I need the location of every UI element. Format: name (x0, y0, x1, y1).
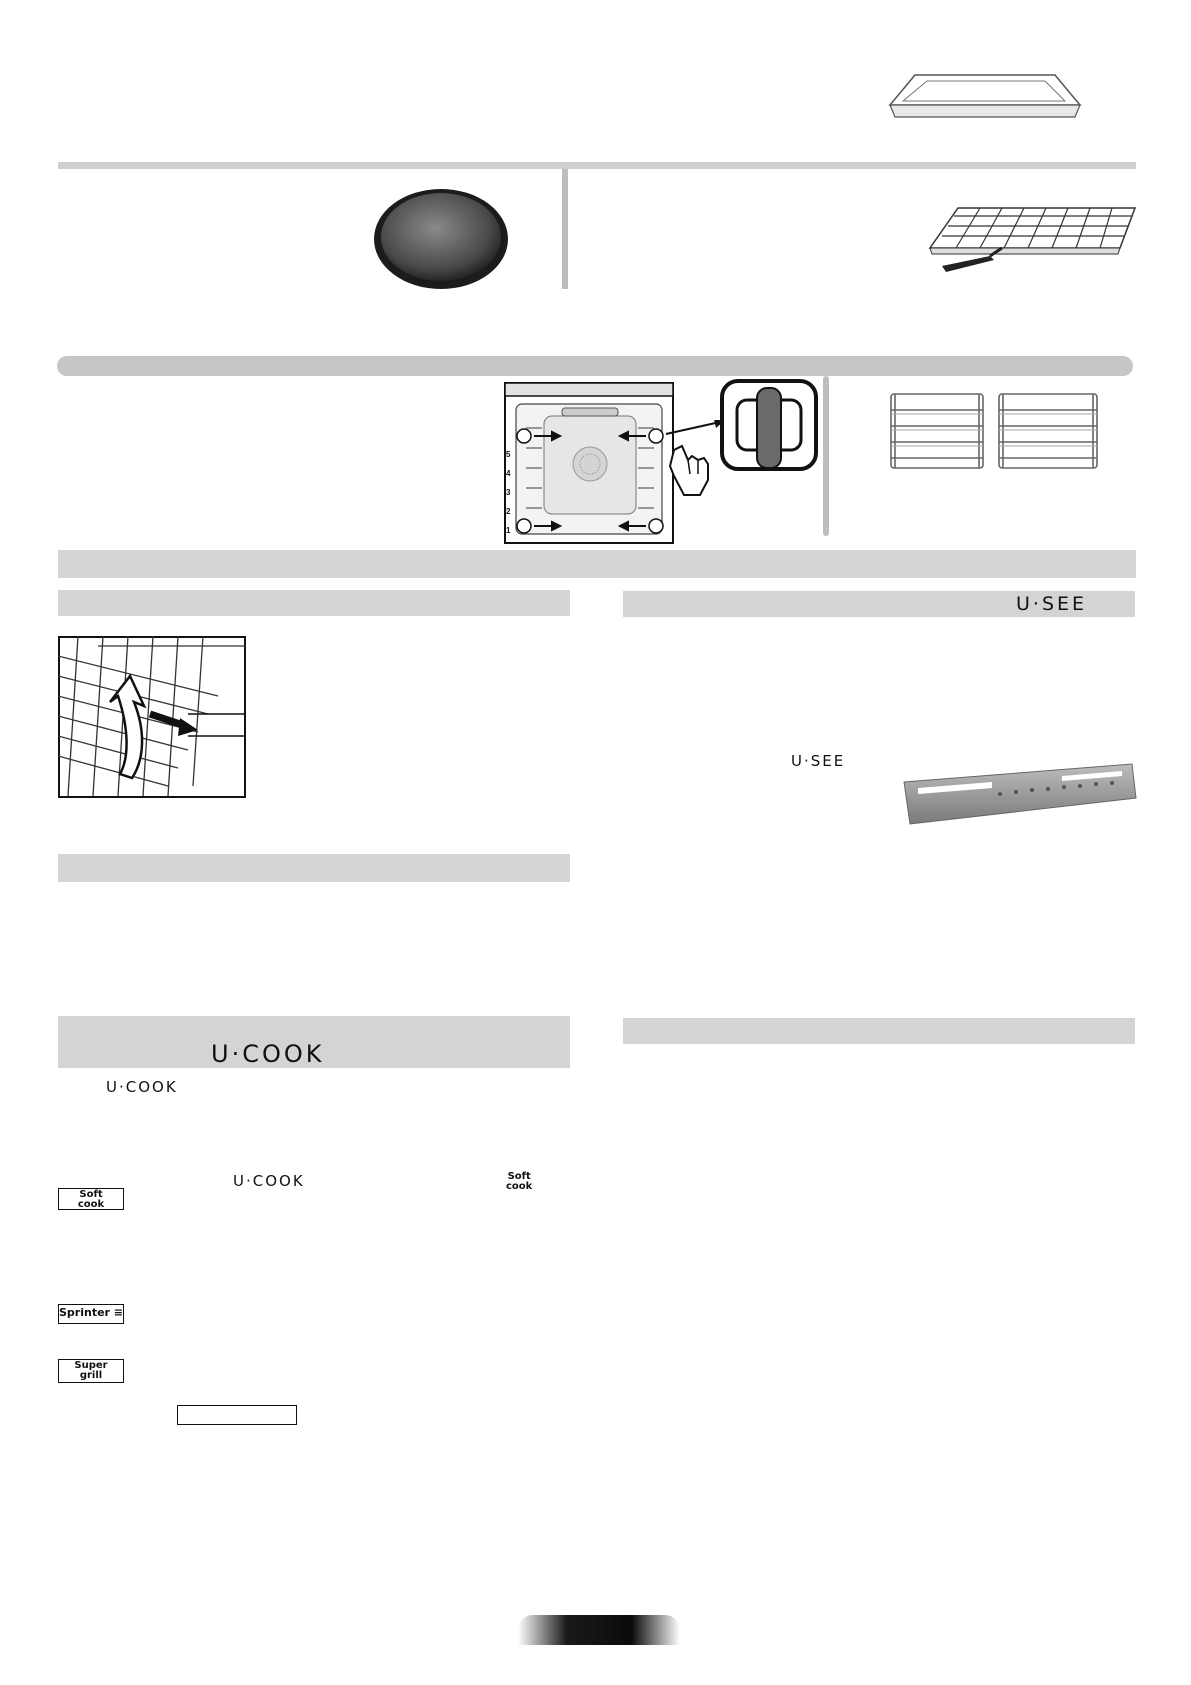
usee-inline-logo: U·SEE (791, 752, 846, 770)
supergrill-button-icon (58, 1359, 124, 1383)
top-vertical-divider (562, 169, 568, 289)
usee-light-bar-image (900, 762, 1140, 828)
section-header-ucook (58, 1016, 570, 1068)
baking-tray-image (885, 65, 1085, 145)
ucook-inline-logo-1: U·COOK (106, 1078, 178, 1096)
section-bar-rounded (57, 356, 1133, 376)
sprinter-label: Sprinter (59, 1306, 110, 1319)
shelf-clip-zoom (719, 378, 819, 472)
supergrill-label-bottom: grill (79, 1370, 103, 1381)
side-racks-image (885, 392, 1107, 472)
shelf-level-3: 3 (506, 488, 511, 497)
softcook-label-top: Soft (79, 1189, 103, 1200)
softcook-label-bottom: cook (77, 1199, 105, 1210)
empty-label-box (177, 1405, 297, 1425)
sprinter-button-icon (58, 1304, 124, 1324)
shelf-level-1: 1 (506, 526, 511, 535)
section-header-usee (623, 591, 1135, 617)
supergrill-label-top: Super (74, 1360, 108, 1371)
softcook-button-icon (58, 1188, 124, 1210)
usee-logo: U·SEE (1016, 593, 1088, 615)
softcook-inline-bottom: cook (506, 1181, 533, 1192)
ucook-inline-logo-2: U·COOK (233, 1172, 305, 1190)
shelf-level-2: 2 (506, 507, 511, 516)
shelf-level-5: 5 (506, 450, 511, 459)
shelf-level-labels (506, 445, 518, 540)
softcook-inline-top: Soft (507, 1171, 531, 1182)
page-number-tab (518, 1615, 680, 1645)
section-header-right-2 (623, 1018, 1135, 1044)
pizza-pan-image (372, 188, 510, 290)
ucook-logo: U·COOK (211, 1040, 325, 1068)
shelf-level-4: 4 (506, 469, 511, 478)
speed-lines-icon: ≡ (109, 1306, 124, 1319)
section-header-wide (58, 550, 1136, 578)
rail-removal-drawing (58, 636, 246, 798)
mid-vertical-divider (823, 376, 829, 536)
section-header-left-2 (58, 854, 570, 882)
section-header-left-1 (58, 590, 570, 616)
oven-diagram (504, 382, 674, 544)
softcook-inline-icon (506, 1172, 532, 1192)
wire-grid-shelf-image (920, 200, 1140, 280)
top-divider (58, 162, 1136, 169)
